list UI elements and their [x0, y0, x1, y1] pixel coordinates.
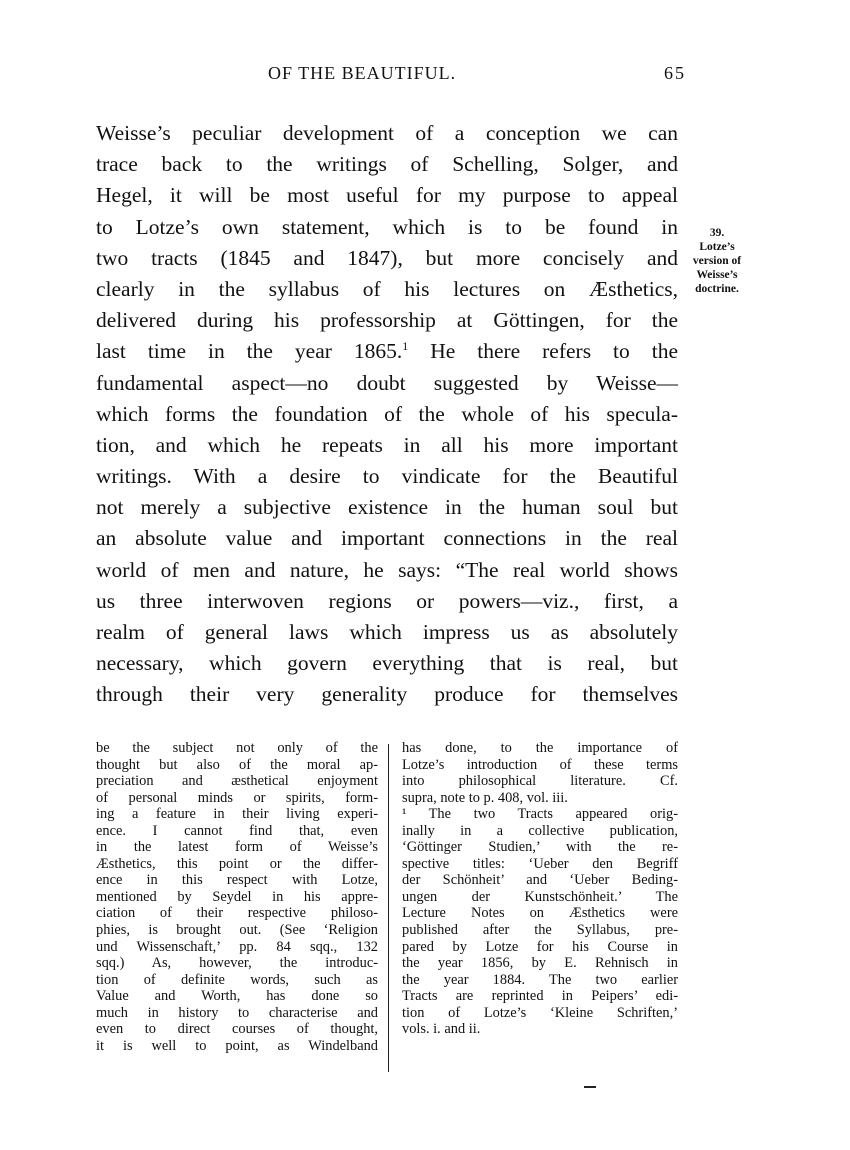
- footnote-line: even to direct courses of thought,: [96, 1021, 378, 1038]
- body-line: necessary, which govern everything that is real, but: [96, 651, 678, 676]
- margin-note-line: doctrine.: [695, 283, 739, 295]
- body-line: trace back to the writings of Schelling, Solger, and: [96, 152, 678, 177]
- footnote-line: Æsthetics, this point or the differ-: [96, 855, 378, 872]
- footnote-line: ence. I cannot find that, even: [96, 822, 378, 839]
- body-line: to Lotze’s own statement, which is to be found in: [96, 214, 678, 239]
- footnote-line: thought but also of the moral ap-: [96, 756, 378, 773]
- margin-note-line: version of: [692, 255, 742, 267]
- body-line: clearly in the syllabus of his lectures on Æsthetics,: [96, 276, 678, 301]
- margin-note-line: Weisse’s: [696, 269, 738, 281]
- footnote-line: tion of definite words, such as: [96, 971, 378, 988]
- column-divider: [388, 744, 389, 1072]
- footnote-line: ciation of their respective philoso-: [96, 905, 378, 922]
- body-line: realm of general laws which impress us as absolutely: [96, 620, 678, 644]
- footnote-line: the year 1856, by E. Rehnisch in: [402, 955, 678, 972]
- margin-note: [684, 226, 750, 296]
- footnote-line: tion of Lotze’s ‘Kleine Schriften,’: [402, 1004, 678, 1021]
- footnote-column-left: [96, 740, 378, 1054]
- page-number: 65: [664, 63, 686, 83]
- footnote-line: Value and Worth, has done so: [96, 988, 378, 1005]
- margin-note-line: Lotze’s: [699, 241, 735, 253]
- body-line-text: He there refers to the: [408, 339, 678, 364]
- footnote-line: much in history to characterise and: [96, 1004, 378, 1021]
- footnote-line: ungen der Kunstschönheit.’ The: [402, 888, 678, 905]
- body-line: us three interwoven regions or powers—viz., first, a: [96, 588, 678, 613]
- footnote-line: ‘Göttinger Studien,’ with the re-: [402, 839, 678, 856]
- body-line: [96, 336, 678, 367]
- body-line: two tracts (1845 and 1847), but more concisely and: [96, 245, 678, 270]
- footnote-line: mentioned by Seydel in his appre-: [96, 888, 378, 905]
- body-line: world of men and nature, he says: “The real world shows: [96, 557, 678, 582]
- body-line: Hegel, it will be most useful for my purpose to appeal: [96, 183, 678, 208]
- body-line: delivered during his professorship at Göttingen, for the: [96, 308, 678, 333]
- body-line: not merely a subjective existence in the human soul but: [96, 495, 678, 520]
- body-line: tion, and which he repeats in all his more important: [96, 432, 678, 457]
- footnote-line: ¹ The two Tracts appeared orig-: [402, 806, 678, 823]
- body-line: fundamental aspect—no doubt suggested by Weisse—: [96, 370, 678, 395]
- body-text: [96, 118, 678, 711]
- body-line: which forms the foundation of the whole of his specula-: [96, 401, 678, 426]
- footnote-line: vols. i. and ii.: [402, 1021, 481, 1038]
- footnote-line: Lotze’s introduction of these terms: [402, 756, 678, 773]
- footnote-marker: 1: [402, 339, 409, 354]
- footnote-column-right: [402, 740, 678, 1038]
- footnote-line: has done, to the importance of: [402, 740, 678, 756]
- footnote-line: the year 1884. The two earlier: [402, 971, 678, 988]
- footnote-line: of personal minds or spirits, form-: [96, 789, 378, 806]
- body-line: writings. With a desire to vindicate for the Beautiful: [96, 464, 678, 489]
- footnote-line: be the subject not only of the: [96, 740, 378, 756]
- footnote-line: Lecture Notes on Æsthetics were: [402, 905, 678, 922]
- footnote-line: Tracts are reprinted in Peipers’ edi-: [402, 988, 678, 1005]
- footnote-line: published after the Syllabus, pre-: [402, 922, 678, 939]
- footnote-line: supra, note to p. 408, vol. iii.: [402, 789, 568, 806]
- footnote-line: und Wissenschaft,’ pp. 84 sqq., 132: [96, 938, 378, 955]
- footnote-line: pared by Lotze for his Course in: [402, 938, 678, 955]
- footnote-line: it is well to point, as Windelband: [96, 1037, 378, 1054]
- footnote-line: in the latest form of Weisse’s: [96, 839, 378, 856]
- footnote-line: sqq.) As, however, the introduc-: [96, 955, 378, 972]
- footnote-line: spective titles: ‘Ueber den Begriff: [402, 855, 678, 872]
- footnote-line: ing a feature in their living experi-: [96, 806, 378, 823]
- body-line: through their very generality produce for themselves: [96, 682, 678, 707]
- body-line: an absolute value and important connections in the real: [96, 526, 678, 551]
- footnote-line: der Schönheit’ and ‘Ueber Beding-: [402, 872, 678, 889]
- footnote-line: into philosophical literature. Cf.: [402, 773, 678, 790]
- footnotes: [96, 740, 686, 1080]
- body-line: Weisse’s peculiar development of a conception we can: [96, 121, 678, 145]
- margin-note-line: 39.: [709, 227, 725, 239]
- footnote-line: preciation and æsthetical enjoyment: [96, 773, 378, 790]
- footnote-line: inally in a collective publication,: [402, 822, 678, 839]
- footnote-line: phies, is brought out. (See ‘Religion: [96, 922, 378, 939]
- running-title: OF THE BEAUTIFUL.: [268, 63, 457, 83]
- body-line-text: last time in the year 1865.: [96, 339, 403, 364]
- page-end-mark: [584, 1086, 596, 1088]
- footnote-line: ence in this respect with Lotze,: [96, 872, 378, 889]
